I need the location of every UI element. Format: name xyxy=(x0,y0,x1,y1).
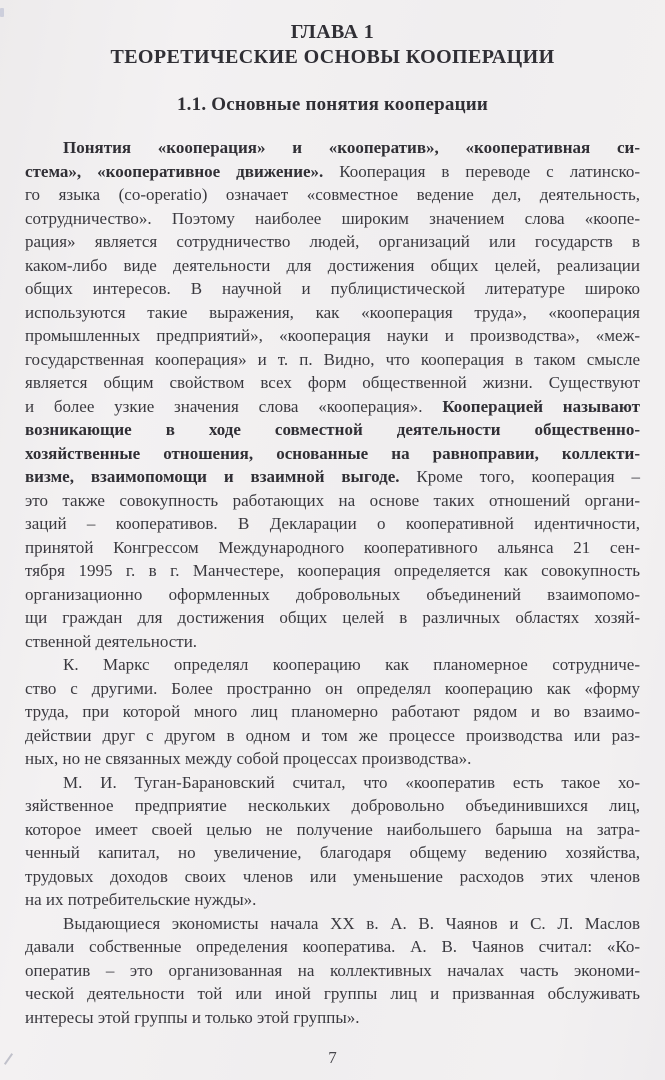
text-line xyxy=(25,254,640,278)
text-line xyxy=(25,395,640,419)
text-run: оператив – это организованная на коллективных началах часть экономи- xyxy=(25,960,640,980)
text-run: организационно оформленных добровольных объединений взаимопомо- xyxy=(25,584,640,604)
page-number: 7 xyxy=(328,1048,337,1067)
text-line xyxy=(25,747,640,771)
text-run: используются такие выражения, как «кооперация труда», «кооперация xyxy=(25,302,640,322)
chapter-heading-line2: ТЕОРЕТИЧЕСКИЕ ОСНОВЫ КООПЕРАЦИИ xyxy=(110,46,555,68)
text-line xyxy=(25,512,640,536)
text-line xyxy=(25,324,640,348)
text-run: щи граждан для достижения общих целей в различных областях хозяй- xyxy=(25,608,640,627)
text-run: Кооперация в переводе с латинско- xyxy=(323,161,641,181)
text-line xyxy=(25,912,640,936)
text-line xyxy=(25,442,640,466)
text-run: на их потребительские нужды». xyxy=(25,890,257,909)
text-run: трудовых доходов своих членов или уменьшение расходов этих членов xyxy=(25,866,640,886)
bold-text-run: хозяйственные отношения, основанные на равноправии, коллекти- xyxy=(25,443,640,463)
text-run: Кроме того, кооперация – xyxy=(399,467,640,486)
text-run: тября 1995 г. в г. Манчестере, кооперация определяется как совокупность xyxy=(25,561,640,580)
text-run: является общим свойством всех форм общественной жизни. Существуют xyxy=(25,373,640,392)
text-line xyxy=(25,348,640,372)
text-run: которое имеет своей целью не получение наибольшего барыша на затра- xyxy=(25,819,640,839)
text-line xyxy=(25,489,640,513)
text-run: заций – кооперативов. В Декларации о кооперативной идентичности, xyxy=(25,514,640,533)
text-run: го языка (co-operatio) означает «совместное ведение дел, деятельность, xyxy=(25,185,640,204)
text-run: государственная кооперация» и т. п. Видно, что кооперация в таком смысле xyxy=(25,349,640,369)
text-line xyxy=(25,935,640,959)
text-run: рация» является сотрудничество людей, организаций или государств в xyxy=(25,232,640,251)
text-run: принятой Конгрессом Международного кооперативного альянса 21 сен- xyxy=(25,537,640,557)
text-run: Выдающиеся экономисты начала XX в. А. В. Чаянов и С. Л. Маслов xyxy=(63,913,640,933)
bold-text-run: Кооперацией называют xyxy=(442,396,640,416)
document-body xyxy=(25,136,640,1029)
text-line xyxy=(25,841,640,865)
bold-text-run: стема», «кооперативное движение». xyxy=(25,161,324,181)
text-line xyxy=(25,724,640,748)
text-line xyxy=(25,700,640,724)
text-run: ческой деятельности той или иной группы лиц и призванная обслуживать xyxy=(25,984,640,1003)
text-line xyxy=(25,606,640,630)
text-run: это также совокупность работающих на основе таких отношений органи- xyxy=(25,490,640,510)
text-run: интересы этой группы и только этой группы». xyxy=(25,1007,360,1027)
text-line xyxy=(25,160,640,184)
text-run: ство с другими. Более пространно он определял кооперацию как «форму xyxy=(25,678,640,698)
text-run: и более узкие значения слова «кооперация». xyxy=(25,396,443,416)
text-line xyxy=(25,371,640,395)
text-run: общих интересов. В научной и публицистической литературе широко xyxy=(25,279,640,298)
bold-text-run: визме, взаимопомощи и взаимной выгоде. xyxy=(25,467,400,486)
text-line xyxy=(25,301,640,325)
text-line xyxy=(25,888,640,912)
text-line xyxy=(25,207,640,231)
bold-text-run: возникающие в ходе совместной деятельности общественно- xyxy=(25,420,640,439)
section-title: 1.1. Основные понятия кооперации xyxy=(176,94,489,115)
text-line xyxy=(25,771,640,795)
chapter-heading xyxy=(0,0,665,70)
text-run: М. И. Туган-Барановский считал, что «кооператив есть такое хо- xyxy=(63,772,640,792)
text-run: труда, при которой много лиц планомерно работают рядом и во взаимо- xyxy=(25,702,640,721)
scan-artifact-top xyxy=(0,8,4,17)
text-run: промышленных предприятий», «кооперация науки и производства», «меж- xyxy=(25,326,640,345)
text-run: каком-либо виде деятельности для достижения общих целей, реализации xyxy=(25,255,640,275)
text-line xyxy=(25,982,640,1006)
text-run: действии друг с другом в одном и том же процессе производства или раз- xyxy=(25,725,640,745)
text-run: давали собственные определения кооператива. А. В. Чаянов считал: «Ко- xyxy=(25,937,640,956)
text-line xyxy=(25,183,640,207)
text-line xyxy=(25,794,640,818)
text-line xyxy=(25,677,640,701)
bold-text-run: Понятия «кооперация» и «кооператив», «кооперативная си- xyxy=(63,138,640,157)
text-line xyxy=(25,465,640,489)
text-line xyxy=(25,865,640,889)
text-run: К. Маркс определял кооперацию как планомерное сотрудниче- xyxy=(63,655,640,674)
text-line xyxy=(25,230,640,254)
text-line xyxy=(25,653,640,677)
text-run: зяйственное предприятие нескольких добровольно объединившихся лиц, xyxy=(25,796,640,815)
text-line xyxy=(25,959,640,983)
text-line xyxy=(25,630,640,654)
text-line xyxy=(25,818,640,842)
text-line xyxy=(25,559,640,583)
text-run: ственной деятельности. xyxy=(25,631,198,651)
text-line xyxy=(25,277,640,301)
text-run: сотрудничество». Поэтому наиболее широким значением слова «коопе- xyxy=(25,208,640,228)
text-line xyxy=(25,1006,640,1030)
text-line xyxy=(25,583,640,607)
text-run: ченный капитал, но увеличение, благодаря общему ведению хозяйства, xyxy=(25,843,640,862)
chapter-heading-line1: ГЛАВА 1 xyxy=(290,21,375,43)
text-line xyxy=(25,418,640,442)
text-run: ных, но не связанных между собой процессах производства». xyxy=(25,749,472,768)
text-line xyxy=(25,536,640,560)
text-line xyxy=(25,136,640,160)
